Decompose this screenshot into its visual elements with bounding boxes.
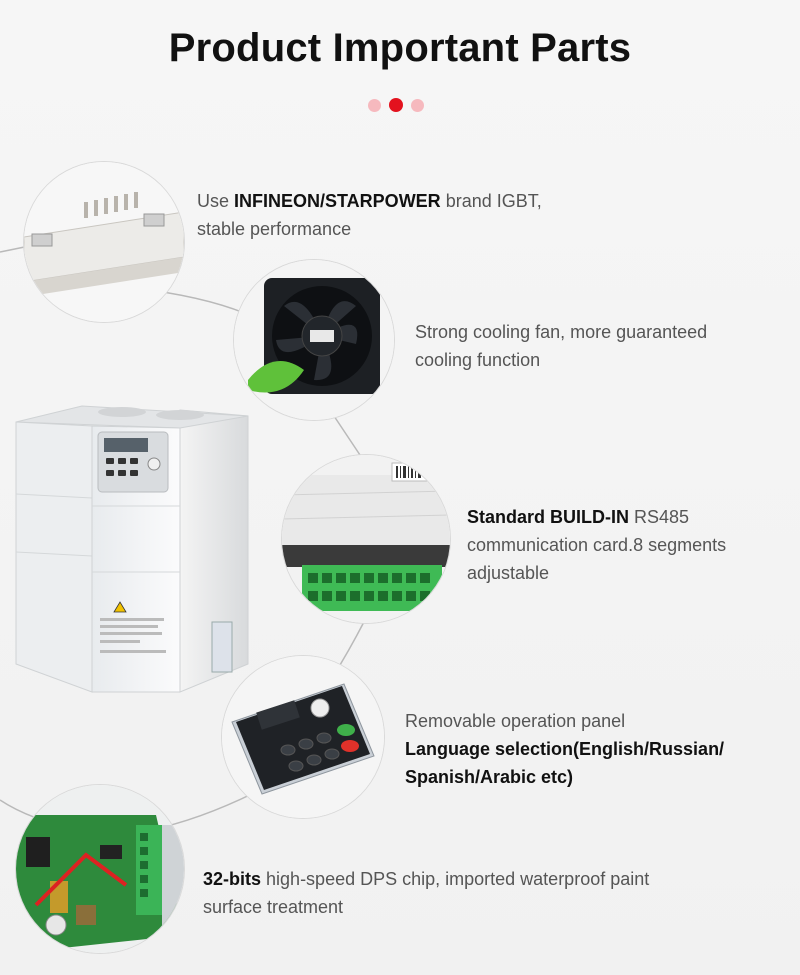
page-title: Product Important Parts bbox=[168, 26, 632, 70]
operation-panel-image bbox=[222, 656, 384, 818]
cooling-fan-image bbox=[234, 260, 394, 420]
feature-panel bbox=[405, 707, 795, 791]
feature-chip-highlight: 32-bits bbox=[203, 869, 262, 889]
feature-chip bbox=[203, 865, 793, 921]
feature-igbt-text: Use bbox=[197, 191, 235, 211]
feature-igbt-text-after: brand IGBT, bbox=[440, 191, 542, 211]
feature-chip-line2: surface treatment bbox=[203, 897, 344, 917]
carousel-dot-1[interactable] bbox=[368, 99, 381, 112]
terminal-block-image bbox=[282, 455, 450, 623]
feature-panel-line3: Spanish/Arabic etc) bbox=[405, 767, 574, 787]
feature-fan bbox=[415, 318, 795, 374]
feature-rs485-line2: communication card.8 segments bbox=[467, 535, 727, 555]
feature-rs485-line3: adjustable bbox=[467, 563, 550, 583]
feature-fan-line1: Strong cooling fan, more guaranteed bbox=[415, 322, 708, 342]
feature-panel-line1: Removable operation panel bbox=[405, 711, 626, 731]
feature-rs485-text-after: RS485 bbox=[629, 507, 690, 527]
feature-panel-line2: Language selection(English/Russian/ bbox=[405, 739, 725, 759]
carousel-dot-3[interactable] bbox=[411, 99, 424, 112]
igbt-module-image bbox=[24, 162, 184, 322]
feature-rs485 bbox=[467, 503, 787, 587]
carousel-indicator bbox=[368, 98, 424, 112]
feature-igbt bbox=[197, 187, 617, 243]
inverter-image bbox=[12, 402, 252, 694]
feature-igbt-brand: INFINEON/STARPOWER bbox=[234, 191, 441, 211]
circuit-board-image bbox=[16, 785, 184, 953]
feature-rs485-highlight: Standard BUILD-IN bbox=[467, 507, 629, 527]
feature-fan-line2: cooling function bbox=[415, 350, 541, 370]
carousel-dot-2-active[interactable] bbox=[389, 98, 403, 112]
feature-igbt-line2: stable performance bbox=[197, 219, 352, 239]
feature-chip-text-after: high-speed DPS chip, imported waterproof paint bbox=[261, 869, 650, 889]
